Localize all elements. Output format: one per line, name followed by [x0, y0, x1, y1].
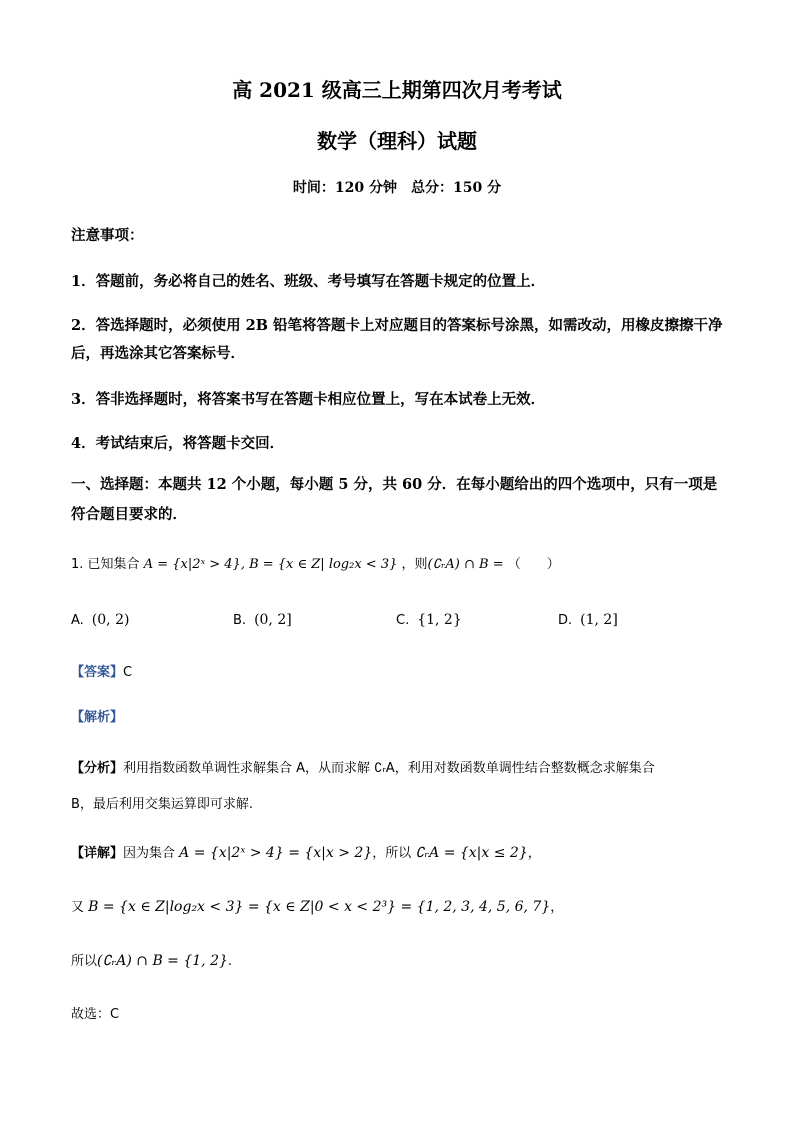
- xiangjie-text-2a: 又: [71, 900, 89, 915]
- question-1-expr: (∁ᵣA) ∩ B =: [427, 557, 504, 572]
- question-1-set-b: , B = {x ∈ Z| log₂x < 3}: [240, 557, 398, 572]
- analysis-line: [71, 706, 123, 725]
- choice-label: 故选：: [71, 1007, 111, 1022]
- option-d-value: (1, 2]: [580, 612, 618, 628]
- option-a[interactable]: [71, 612, 129, 628]
- choice-line: [71, 1003, 119, 1022]
- option-b-value: (0, 2]: [254, 612, 292, 628]
- analysis-tag: 【解析】: [71, 710, 124, 725]
- xiangjie-line-3: [71, 950, 232, 969]
- answer-line: [71, 661, 132, 680]
- question-1-blank: （ ）: [507, 557, 560, 572]
- option-c-label: C.: [396, 613, 410, 628]
- question-1-set-a: A = {x|2ˣ > 4}: [143, 557, 241, 572]
- exam-title: 高 2021 级高三上期第四次月考考试: [232, 78, 562, 102]
- exam-subtitle: 数学（理科）试题: [317, 129, 477, 153]
- xiangjie-math-3b: (∁ᵣA) ∩ B = {1, 2}: [97, 953, 228, 969]
- xiangjie-text-3a: 所以: [71, 954, 98, 969]
- option-c-value: {1, 2}: [417, 612, 462, 628]
- option-b-label: B.: [233, 613, 247, 628]
- question-1-middle: ，则: [401, 557, 428, 572]
- question-1: [71, 553, 560, 572]
- xiangjie-text-1c: ，所以: [372, 846, 416, 861]
- question-1-prefix: 1. 已知集合: [71, 557, 140, 572]
- fenxi-tag: 【分析】: [71, 761, 124, 776]
- option-a-value: (0, 2): [91, 612, 130, 628]
- fenxi-line-1: [71, 757, 655, 776]
- option-d-label: D.: [558, 613, 573, 628]
- xiangjie-text-1e: ，: [527, 846, 541, 861]
- notice-item-2: 2．答选择题时，必须使用 2B 铅笔将答题卡上对应题目的答案标号涂黑，如需改动，用橡皮擦擦干净后，再选涂其它答案标号．: [71, 317, 723, 362]
- answer-tag: 【答案】: [71, 665, 124, 680]
- notice-item-1: 1．答题前，务必将自己的姓名、班级、考号填写在答题卡规定的位置上．: [71, 273, 546, 290]
- xiangjie-line-2: [71, 896, 563, 915]
- fenxi-text-1: 利用指数函数单调性求解集合 A，从而求解 ∁ᵣA，利用对数函数单调性结合整数概念求解集合: [123, 761, 655, 776]
- notice-item-4: 4．考试结束后，将答题卡交回．: [71, 435, 285, 452]
- option-b[interactable]: [233, 612, 292, 628]
- xiangjie-math-1b: A = {x|2ˣ > 4} = {x|x > 2}: [179, 845, 373, 861]
- xiangjie-math-2b: B = {x ∈ Z|log₂x < 3} = {x ∈ Z|0 < x < 2³} = {1, 2, 3, 4, 5, 6, 7}: [88, 899, 551, 915]
- exam-meta: 时间：120 分钟 总分：150 分: [292, 180, 502, 196]
- option-c[interactable]: [396, 612, 462, 628]
- xiangjie-text-2c: ，: [550, 900, 564, 915]
- option-a-label: A.: [71, 613, 84, 628]
- xiangjie-tag: 【详解】: [71, 846, 124, 861]
- xiangjie-math-1d: ∁ᵣA = {x|x ≤ 2}: [415, 845, 528, 861]
- fenxi-line-2: B，最后利用交集运算即可求解.: [71, 797, 254, 812]
- xiangjie-line-1: [71, 842, 541, 861]
- notice-item-3: 3．答非选择题时，将答案书写在答题卡相应位置上，写在本试卷上无效．: [71, 391, 546, 408]
- choice-value: C: [110, 1007, 120, 1022]
- xiangjie-text-3c: .: [227, 954, 233, 969]
- option-d[interactable]: [558, 612, 618, 628]
- notice-heading: 注意事项：: [71, 227, 144, 244]
- answer-value: C: [123, 665, 133, 680]
- xiangjie-text-1a: 因为集合: [123, 846, 180, 861]
- section-heading: 一、选择题：本题共 12 个小题，每小题 5 分，共 60 分．在每小题给出的四个选项中，只有一项是符合题目要求的．: [71, 476, 718, 523]
